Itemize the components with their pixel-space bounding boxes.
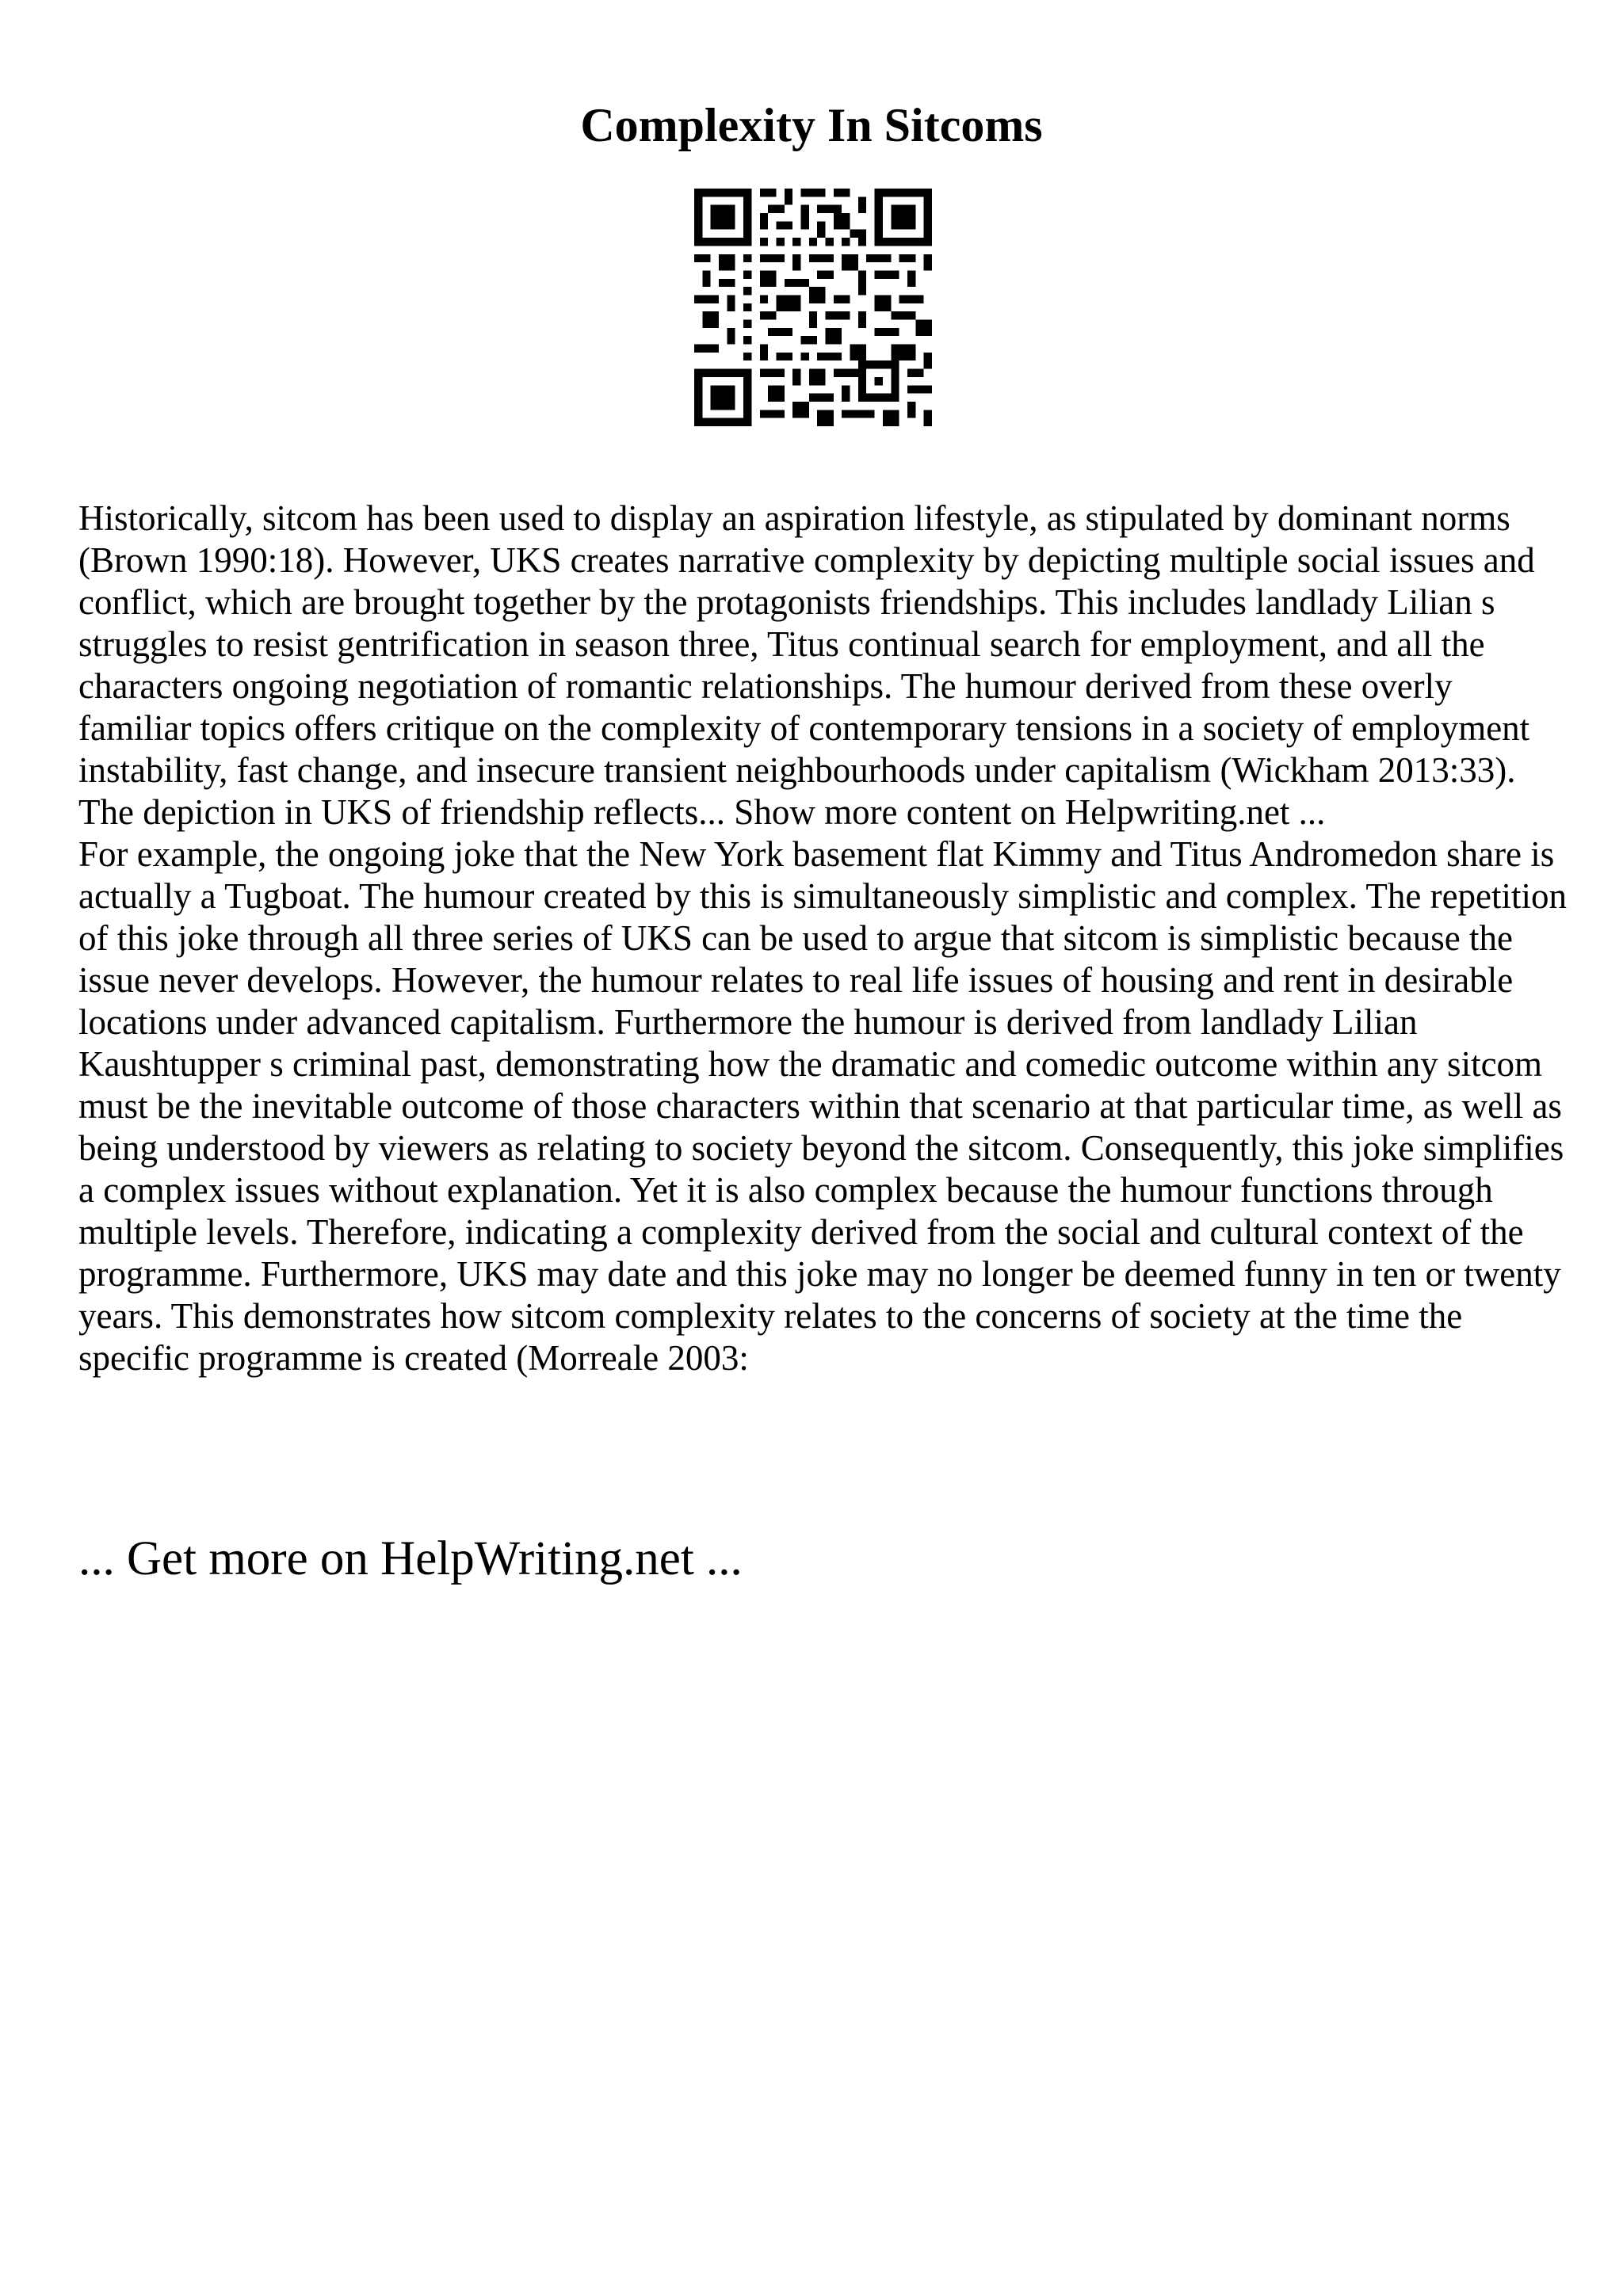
paragraph-intro: Historically, sitcom has been used to display an aspiration lifestyle, as stipulated by dominant norms (Brown 1990:18). However, UKS creates narrative complexity by depicting multiple social issues and conflict, which are brought together by the protagonists friendships. This includes landlady Lilian s struggles to resist gentrification in season three, Titus continual search for employment, and all the characters ongoing negotiation of romantic relationships. The humour derived from these overly familiar topics offers critique on the complexity of contemporary tensions in a society of employment instability, fast change, and insecure transient neighbourhoods under capitalism (Wickham 2013:33). The depiction in UKS of friendship reflects... Show more content on Helpwriting.net ... [78,498,1535,832]
page-title: Complexity In Sitcoms [580,99,1043,151]
article-body [78,498,1568,1379]
get-more-link[interactable]: ... Get more on HelpWriting.net ... [78,1532,743,1585]
qr-code-icon[interactable] [694,189,932,426]
qr-code-graphic [694,189,932,426]
paragraph-example: For example, the ongoing joke that the New York basement flat Kimmy and Titus Andromedon share is actually a Tugboat. The humour created by this is simultaneously simplistic and complex. The repetition of this joke through all three series of UKS can be used to argue that sitcom is simplistic because the issue never develops. However, the humour relates to real life issues of housing and rent in desirable locations under advanced capitalism. Furthermore the humour is derived from landlady Lilian Kaushtupper s criminal past, demonstrating how the dramatic and comedic outcome within any sitcom must be the inevitable outcome of those characters within that scenario at that particular time, as well as being understood by viewers as relating to society beyond the sitcom. Consequently, this joke simplifies a complex issues without explanation. Yet it is also complex because the humour functions through multiple levels. Therefore, indicating a complexity derived from the social and cultural context of the programme. Furthermore, UKS may date and this joke may no longer be deemed funny in ten or twenty years. This demonstrates how sitcom complexity relates to the concerns of society at the time the specific programme is created (Morreale 2003: [78,834,1568,1378]
